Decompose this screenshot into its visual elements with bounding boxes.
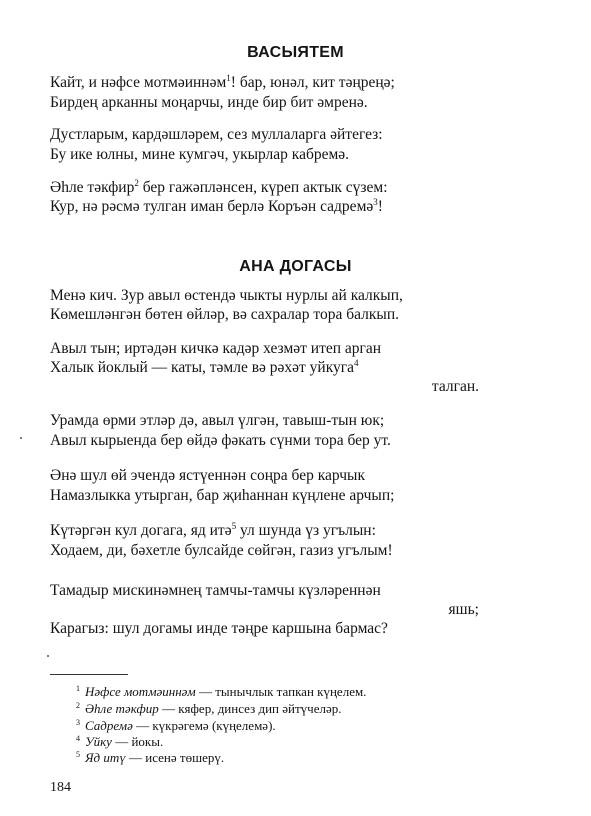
- footnote: $^4$ Уйку — йокы.: [76, 734, 164, 749]
- poem-line: Бирдең арканны моңарчы, инде бир бит әмренә.: [50, 94, 368, 111]
- poem-line: Тамадыр мискинәмнең тамчы-тамчы күзләреннән: [50, 582, 381, 599]
- footnote: $^3$ Садремә — күкрәгемә (күңелемә).: [76, 718, 276, 733]
- poem-line: Күтәргән кул догага, яд итә$^5$ ул шунда үз угълын:: [50, 521, 376, 539]
- poem-line-continuation: яшь;: [448, 601, 479, 618]
- poem-title: ВАСЫЯТЕМ: [247, 44, 344, 61]
- footnote-ref: 5: [231, 521, 237, 531]
- footnote: $^1$ Нәфсе мотмәиннәм — тынычлык тапкан күңелем.: [76, 684, 367, 699]
- poem-line: Халык йоклый — каты, тәмле вә рәхәт уйкуга$^4$: [50, 358, 359, 376]
- poem-line: Намазлыкка утырган, бар җиһаннан күңлене арчып;: [50, 487, 395, 504]
- poem-line: Ходаем, ди, бәхетле булсайде сөйгән, газиз угълым!: [50, 542, 393, 559]
- footnote-ref: 4: [354, 358, 359, 368]
- poem-line: Әнә шул өй эчендә ястүеннән соңра бер карчык: [50, 467, 365, 484]
- poem-line: Бу ике юлны, мине кумгәч, укырлар кабремә.: [50, 146, 350, 163]
- poem-line: Кур, нә рәсмә тулган иман берлә Коръән садремә$^3$!: [50, 197, 383, 215]
- footnote: $^2$ Әһле тәкфир — кяфер, динсез дип әйтүчеләр.: [76, 701, 342, 716]
- poem-line: Авыл кырыенда бер өйдә фәкать сүнми тора бер ут.: [50, 432, 391, 449]
- poem-line: Авыл тын; иртәдән кичкә кадәр хезмәт итеп арган: [50, 340, 382, 357]
- poem-line: Карагыз: шул догамы инде тәңре каршына бармас?: [50, 620, 388, 637]
- poem-line: Дустларым, кардәшләрем, сез муллаларга әйтегез:: [50, 126, 383, 143]
- footnote-ref: 3: [373, 197, 378, 207]
- footnote-ref: 1: [226, 73, 231, 83]
- poem-line: Менә кич. Зур авыл өстендә чыкты нурлы ай калкып,: [50, 287, 403, 304]
- page-number: 184: [50, 780, 71, 795]
- footnote-ref: 2: [134, 178, 139, 188]
- scan-speck: [20, 437, 22, 439]
- poem-line: Көмешләнгән бөтен өйләр, вә сахралар тора балкып.: [50, 306, 399, 323]
- scan-speck: [47, 655, 49, 657]
- poem-line: Әһле тәкфир$^2$ бер гажәпләнсен, күреп актык сүзем:: [50, 178, 388, 196]
- poem-line: Кайт, и нәфсе мотмәиннәм$^1$! бар, юнәл, кит тәңреңә;: [50, 73, 395, 91]
- poem-line: Урамда өрми этләр дә, авыл үлгән, тавыш-тын юк;: [50, 412, 385, 429]
- poem-line-continuation: талган.: [431, 378, 479, 395]
- footnote: $^5$ Яд итү — исенә төшерү.: [76, 750, 225, 765]
- poem-title: АНА ДОГАСЫ: [239, 258, 352, 275]
- footnote-divider: [50, 674, 128, 675]
